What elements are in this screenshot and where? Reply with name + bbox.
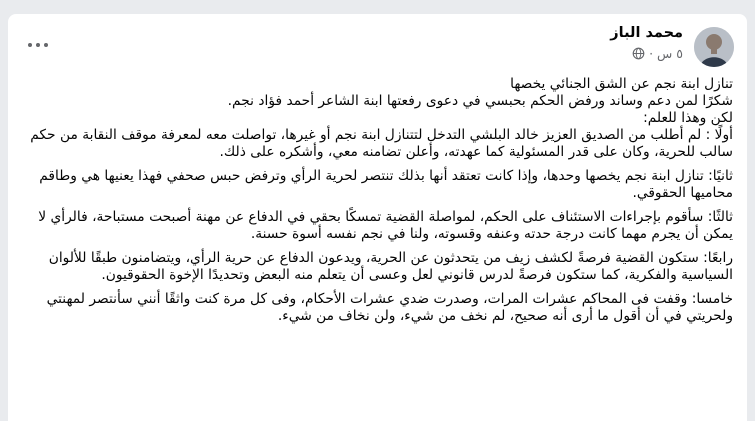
post-card [8,14,747,421]
post-paragraph: تنازل ابنة نجم عن الشق الجنائي يخصها [510,76,733,92]
meta-separator: · [649,46,654,61]
post-paragraph: أولًا : لم أطلب من الصديق العزيز خالد البلشي التدخل لتتنازل ابنة نجم أو غيرها، تواصلت معه لمعرفة موقف النقابة من حكم سالب للحرية، وكان على قدر المسئولية كما عهدته، وأعلن تضامنه معي، وأشكره على ذلك. [30,127,733,160]
avatar[interactable] [694,27,734,67]
post-body [21,76,733,332]
post-paragraph: لكن وهذا للعلم: [643,110,733,126]
post-paragraph: رابعًا: ستكون القضية فرصةً لكشف زيف من يتحدثون عن الحرية، ويدعون الدفاع عن حرية الرأي، ويتضامنون طبقًا للألوان السياسية والفكرية، كما ستكون فرصةً لدرس قانوني لعل وعسى أن يتعلم منه البعض وتحديدًا الإخوة الحقوقيون. [48,250,733,283]
post-paragraph: ثالثًا: سأقوم بإجراءات الاستئناف على الحكم، لمواصلة القضية تمسكًا بحقي في الدفاع عن مهنة أصبحت مستباحة، فالرأي لا يمكن أن يجرم مهما كانت درجة حدته وعنفه وقسوته، ولنا في نجم نفسه أسوة حسنة. [38,209,733,242]
post-paragraph: شكرًا لمن دعم وساند ورفض الحكم بحبسي في دعوى رفعتها ابنة الشاعر أحمد فؤاد نجم. [227,93,733,109]
more-options-icon[interactable] [23,36,53,54]
globe-icon [632,47,645,60]
post-paragraph: ثانيًا: تنازل ابنة نجم يخصها وحدها، وإذا كانت تعتقد أنها بذلك تنتصر لحرية الرأي وترفض حبس صحفي فهذا يعنيها هي وطاقم محاميها الحقوقي. [39,168,733,201]
post-time[interactable]: ٥ س [657,46,683,61]
post-meta [632,46,683,61]
post-paragraph: خامسا: وقفت فى المحاكم عشرات المرات، وصدرت ضدي عشرات الأحكام، وفى كل مرة كنت واثقًا أنني سأنتصر لمهنتي ولحريتي في أن أقول ما أرى أنه صحيح، لم نخف من شيء، ولن نخاف من شيء. [46,291,733,324]
post-author-name[interactable]: محمد الباز [610,25,683,41]
